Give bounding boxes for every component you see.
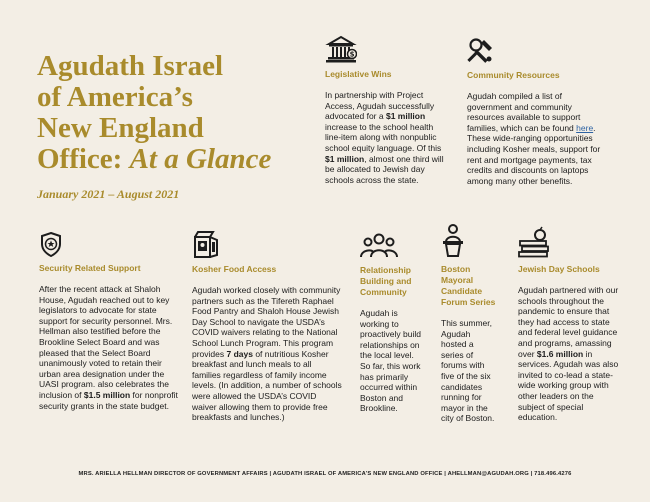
boston-forum-section: [441, 224, 497, 424]
boston-forum-body: This summer, Agudah hosted a series of forums with five of the six candidates running for mayor in the city of Boston.: [441, 318, 495, 424]
security-support-body: [39, 284, 179, 411]
security-text-1: After the recent attack at Shaloh House, Agudah reached out to key legislators to advocate for state support for security personnel. Mrs. Hellman also testified before the Brookline Select Board and was pleased that the Select Board unanimously voted to retain their urban area designation under the UASI program. also celebrates the inclusion of: [39, 284, 173, 400]
legislative-wins-body: [325, 90, 450, 185]
kosher-days: 7 days: [226, 348, 253, 359]
capitol-building-icon: [325, 35, 450, 63]
title-line-4: [37, 144, 297, 175]
people-group-icon: [360, 233, 424, 259]
kosher-food-body: [192, 285, 342, 423]
community-resources-body: [467, 91, 607, 186]
relationship-building-section: [360, 233, 424, 414]
legislative-wins-section: [325, 35, 450, 185]
dayschools-text-2: in services. Agudah was also invited to co-lead a state-wide working group with other leaders on the subject of special education.: [518, 348, 619, 423]
books-apple-icon: [518, 226, 620, 258]
jewish-day-schools-title: Jewish Day Schools: [518, 264, 600, 274]
kosher-food-title: Kosher Food Access: [192, 264, 277, 274]
title-line-3: New England: [37, 112, 204, 144]
grocery-bag-icon: [192, 230, 342, 258]
security-support-title: Security Related Support: [39, 263, 141, 273]
title-line-1: Agudath Israel: [37, 50, 224, 82]
boston-forum-title: Boston Mayoral Candidate Forum Series: [441, 264, 496, 307]
jewish-day-schools-body: [518, 285, 620, 423]
date-range: January 2021 – August 2021: [37, 187, 180, 201]
police-badge-icon: [39, 232, 179, 257]
legislative-text-2: increase to the school health line-item along with nonpublic school equity language. Of this: [325, 121, 442, 153]
jewish-day-schools-section: [518, 226, 620, 423]
legislative-amount-1: $1 million: [385, 111, 426, 122]
title-emphasis: At a Glance: [129, 143, 272, 175]
security-amount: $1.5 million: [83, 389, 131, 400]
kosher-text-2: of nutritious Kosher breakfast and lunch meals to all families regardless of family income levels. (In addition, a number of schools were allowed the USDA’s COVID waiver allowing them to provide free breakfasts and lunches.): [192, 348, 342, 423]
legislative-text-1: In partnership with Project Access, Agudah successfully advocated for a: [325, 90, 435, 122]
page-title: [37, 51, 297, 175]
security-support-section: [39, 232, 179, 411]
relationship-building-title: Relationship Building and Community: [360, 265, 412, 297]
dayschools-text-1: Agudah partnered with our schools throughout the pandemic to ensure that they had access to state and federal level guidance and programs, amassing over: [518, 285, 619, 359]
podium-speaker-icon: [441, 224, 497, 258]
community-text-2: . These wide-ranging opportunities including Kosher meals, support for rent and mortgage payments, tax credits and discounts on laptops among many other benefits.: [467, 122, 601, 186]
relationship-building-body: Agudah is working to proactively build relationships on the local level. So far, this work has primarily occurred within Boston and Brookline.: [360, 308, 421, 414]
dayschools-amount: $1.6 million: [536, 348, 584, 359]
kosher-text-1: Agudah worked closely with community partners such as the Tifereth Raphael Food Pantry and Shaloh House Jewish Day School to navigate the USDA’s COVID waivers relating to the National School Lunch Program. This program provides: [192, 285, 341, 359]
legislative-wins-title: Legislative Wins: [325, 69, 392, 79]
community-resources-section: [467, 37, 607, 186]
legislative-text-3: , almost one third will be allocated to Jewish day schools across the state.: [325, 153, 444, 185]
tools-icon: [467, 37, 607, 64]
svg-text:$: $: [349, 50, 355, 59]
resources-link[interactable]: here: [576, 122, 594, 133]
security-text-2: for nonprofit security grants in the state budget.: [39, 389, 178, 411]
contact-footer: MRS. ARIELLA HELLMAN DIRECTOR OF GOVERNMENT AFFAIRS | AGUDATH ISRAEL OF AMERICA’S NEW ENGLAND OFFICE | AHELLMAN@AGUDAH.ORG | 718.496.4276: [78, 471, 572, 477]
community-text-1: Agudah compiled a list of government and community resources available to support families, which can be found: [467, 91, 581, 133]
legislative-amount-2: $1 million: [325, 153, 365, 164]
title-line-2: of America’s: [37, 81, 193, 113]
kosher-food-section: [192, 230, 342, 423]
community-resources-title: Community Resources: [467, 70, 560, 80]
title-line-4-text: Office:: [37, 143, 130, 175]
